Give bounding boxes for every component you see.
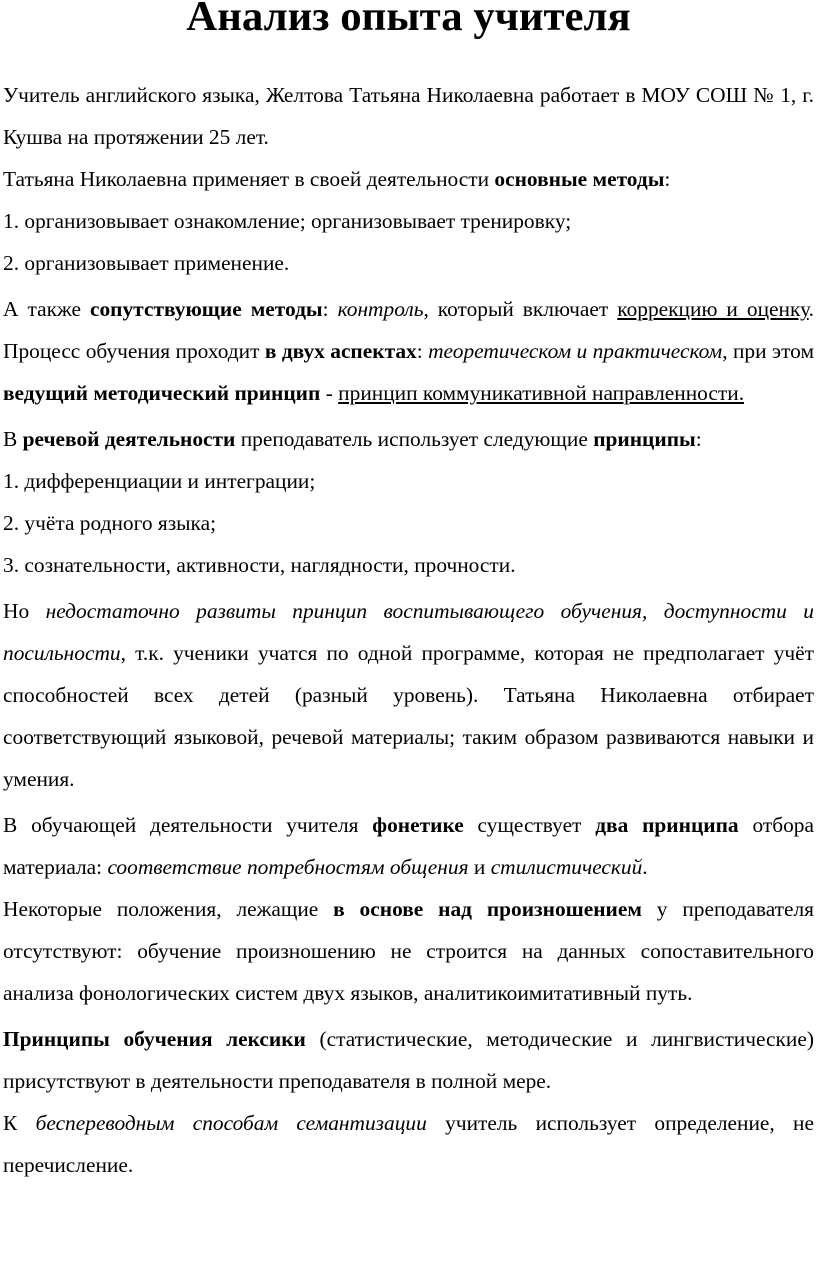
italic-text: беспереводным способам семантизации — [35, 1111, 427, 1135]
text-run: К — [3, 1111, 36, 1135]
text-run: и — [468, 855, 491, 879]
text-run: преподаватель использует следующие — [235, 427, 594, 451]
bold-text: сопутствующие методы — [89, 297, 323, 321]
text-run: В обучающей деятельности учителя — [3, 813, 373, 837]
paragraph-phonetics — [3, 804, 814, 888]
text-run: у преподавателя отсутствуют: обучение произношению не строится на данных сопоставительного анализа фонологических систем двух языков, аналитикоимитативный путь. — [3, 897, 814, 1005]
text-run: Некоторые положения, лежащие — [3, 897, 334, 921]
text-run: отбора материала: — [3, 813, 814, 879]
text-run: А также — [3, 297, 90, 321]
text-run: : — [322, 297, 338, 321]
text-run: В — [3, 427, 23, 451]
bold-text: фонетике — [372, 813, 464, 837]
text-run: , при этом — [722, 339, 814, 363]
paragraph-pronunciation — [3, 888, 814, 1014]
bold-text: два принципа — [595, 813, 739, 837]
underlined-text: коррекцию и оценку — [617, 297, 809, 321]
paragraph-lexicon-principles — [3, 1018, 814, 1102]
text-run: Но — [3, 599, 46, 623]
paragraph-accompanying-methods — [3, 288, 814, 414]
italic-text: недостаточно развиты принцип воспитывающего обучения, доступности и посильности — [3, 599, 814, 665]
text-run: . — [642, 855, 648, 879]
paragraph-teacher-intro: Учитель английского языка, Желтова Татьяна Николаевна работает в МОУ СОШ № 1, г. Кушва на протяжении 25 лет. — [3, 83, 814, 149]
document-title: Анализ опыта учителя — [186, 0, 631, 40]
underlined-text: принцип коммуникативной направленности. — [338, 381, 745, 405]
paragraph-speech-principles — [3, 418, 814, 460]
italic-text: контроль — [337, 297, 424, 321]
text-run: : — [695, 427, 702, 451]
text-run: : — [416, 339, 429, 363]
bold-text: в двух аспектах — [264, 339, 417, 363]
text-run: , который включает — [423, 297, 618, 321]
text-run: (статистические, методические и лингвистические) присутствуют в деятельности преподавателя в полной мере. — [3, 1027, 814, 1093]
list-item: 2. организовывает применение. — [3, 251, 290, 275]
paragraph-semantization — [3, 1102, 814, 1186]
bold-text: ведущий методический принцип — [3, 381, 321, 405]
italic-text: соответствие потребностям общения — [107, 855, 469, 879]
list-item: 3. сознательности, активности, наглядности, прочности. — [3, 553, 516, 577]
bold-text: в основе над произношением — [333, 897, 642, 921]
text-run: , т.к. ученики учатся по одной программе, которая не предполагает учёт способностей всех детей (разный уровень). Татьяна Николаевна отбирает соответствующий языковой, речевой материалы; таким образом развиваются навыки и умения. — [3, 641, 814, 791]
text-run: . Процесс обучения проходит — [3, 297, 814, 363]
paragraph-undeveloped-principles — [3, 590, 814, 800]
text-run: Татьяна Николаевна применяет в своей деятельности — [3, 167, 495, 191]
bold-text: основные методы — [494, 167, 665, 191]
paragraph-main-methods — [3, 158, 814, 200]
italic-text: теоретическом и практическом — [428, 339, 723, 363]
list-item: 1. организовывает ознакомление; организовывает тренировку; — [3, 209, 572, 233]
text-run: : — [664, 167, 671, 191]
list-item: 1. дифференциации и интеграции; — [3, 469, 316, 493]
text-run: существует — [463, 813, 596, 837]
bold-text: речевой деятельности — [22, 427, 236, 451]
italic-text: стилистический — [490, 855, 643, 879]
text-run: учитель использует определение, не перечисление. — [3, 1111, 814, 1177]
list-item: 2. учёта родного языка; — [3, 511, 217, 535]
text-run: - — [320, 381, 339, 405]
bold-text: принципы — [593, 427, 696, 451]
bold-text: Принципы обучения лексики — [3, 1027, 306, 1051]
